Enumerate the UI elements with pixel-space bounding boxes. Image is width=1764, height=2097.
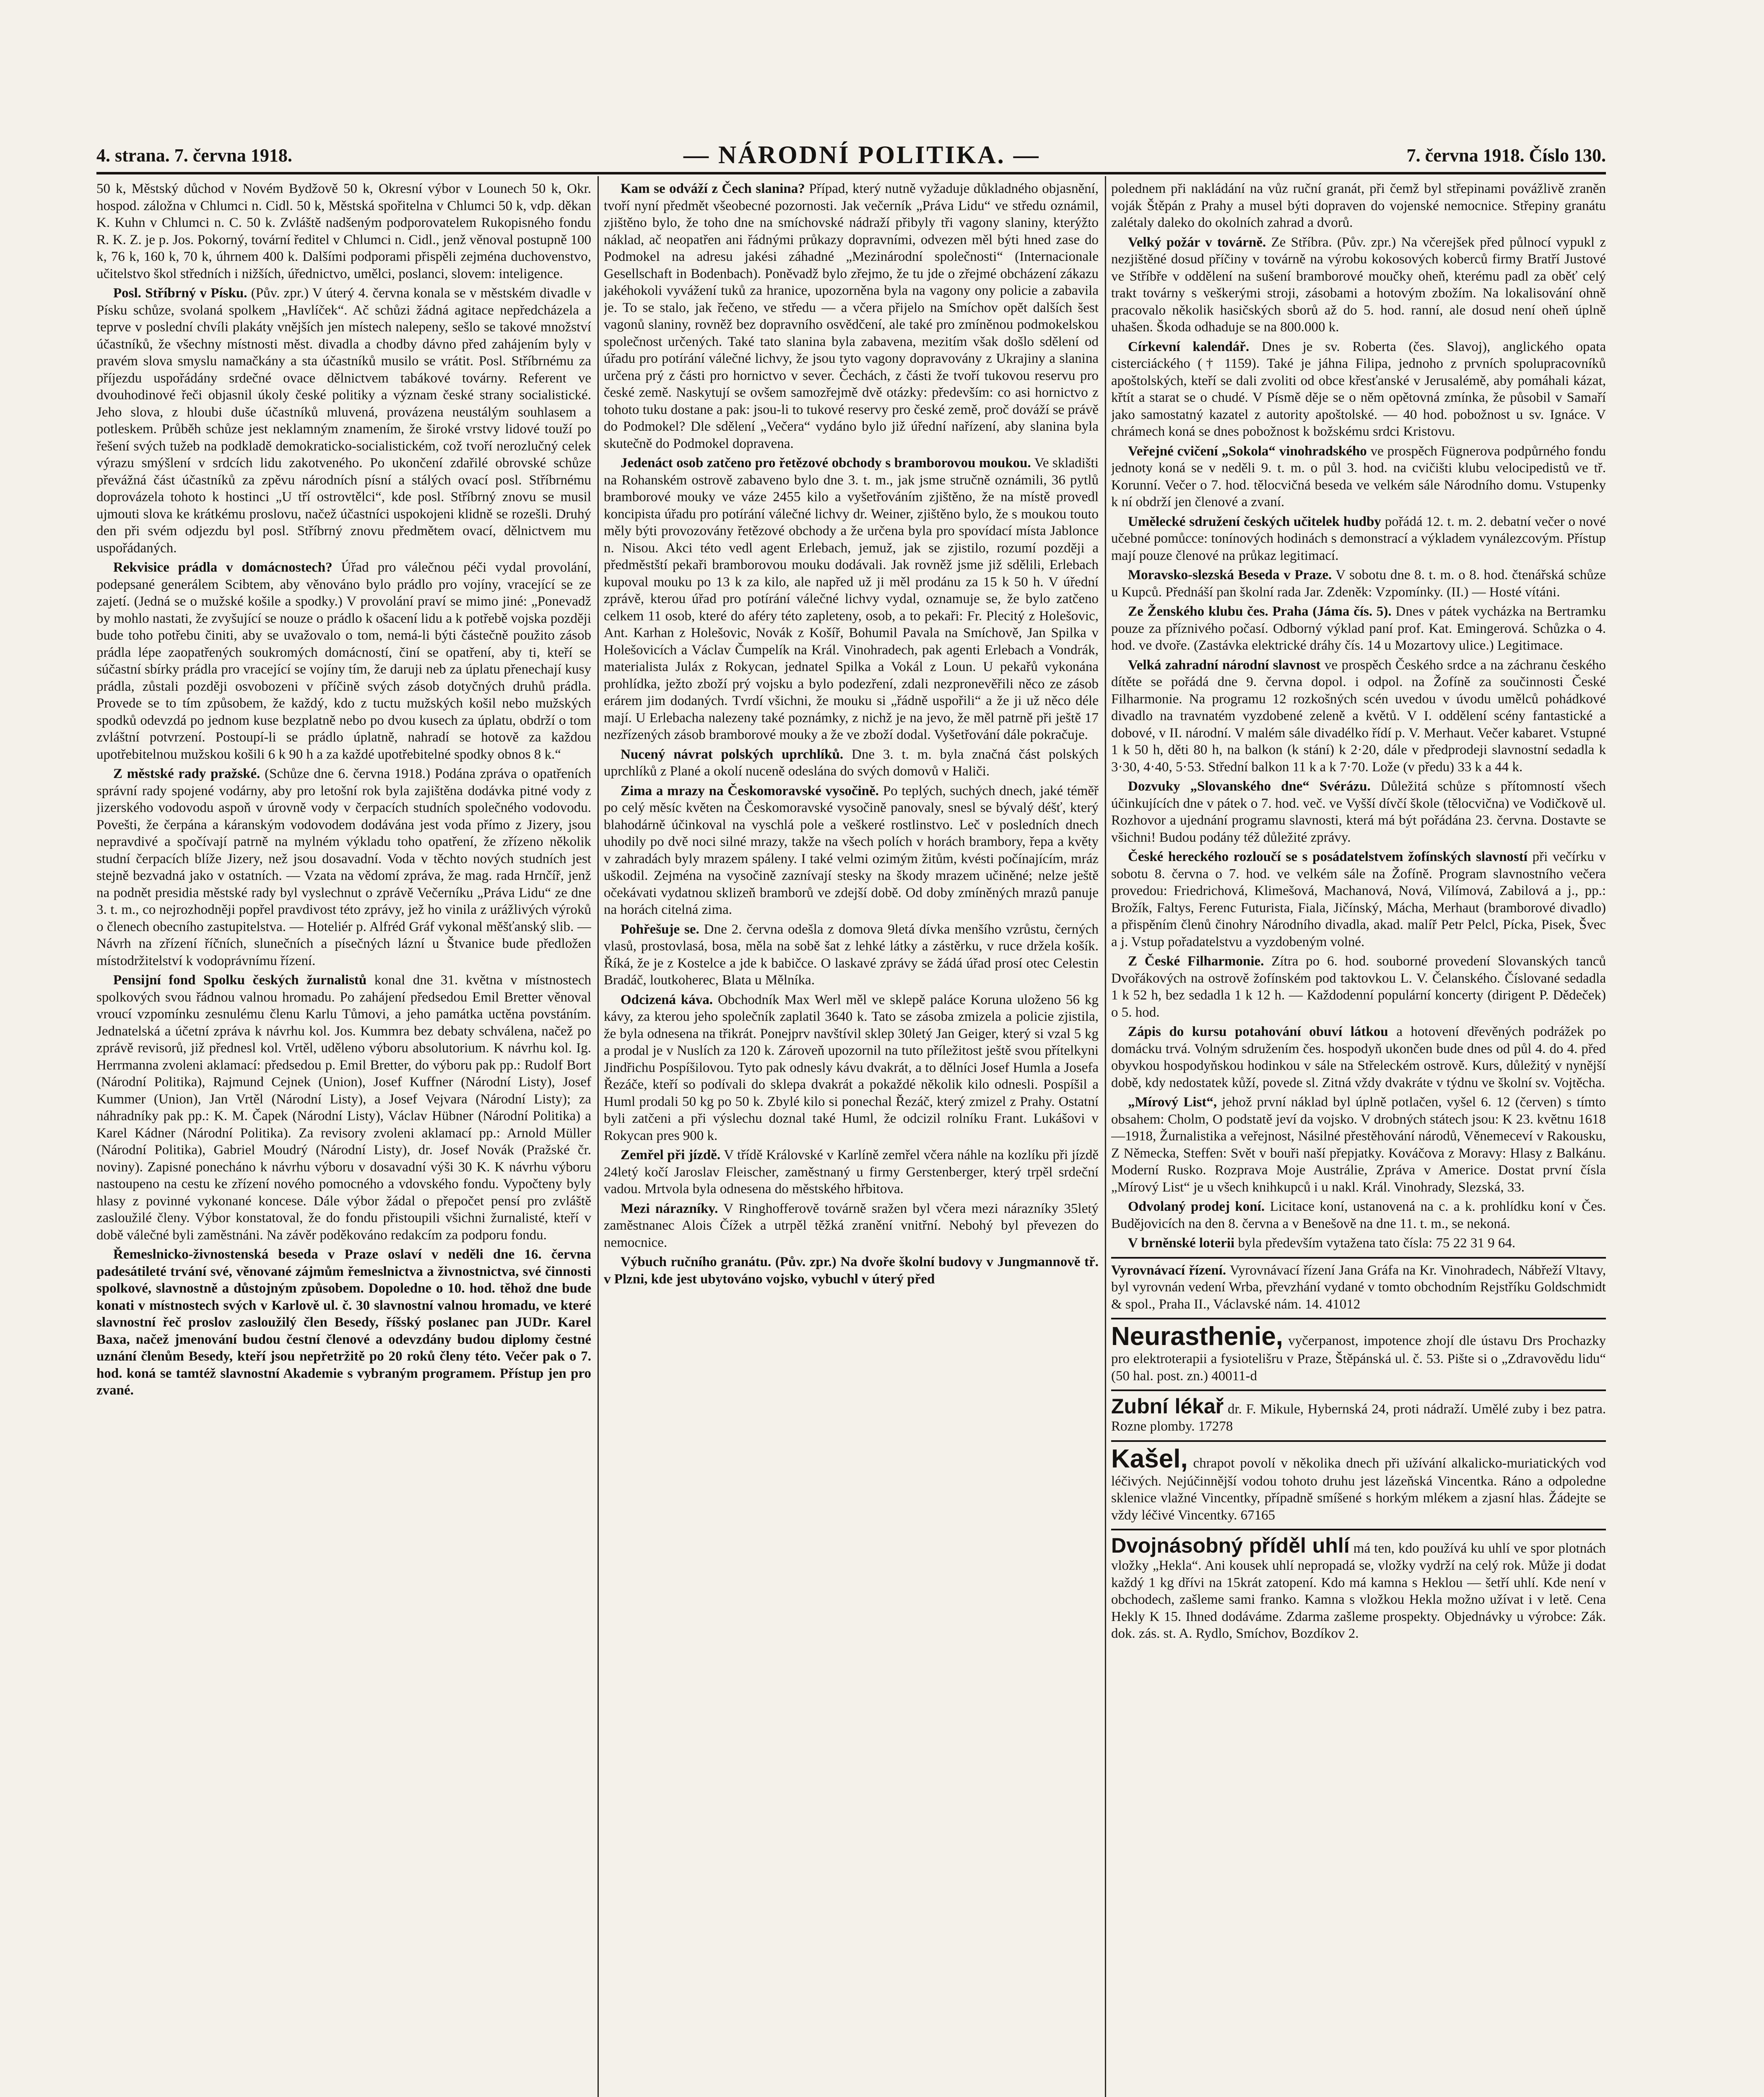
article-heading: Posl. Stříbrný v Písku. [113, 286, 247, 301]
ad-heading: Kašel, [1111, 1444, 1188, 1473]
article-heading: Ze Ženského klubu čes. Praha (Jáma čís. 5). [1128, 604, 1392, 619]
ad-heading: Zubní lékař [1111, 1395, 1224, 1418]
article-paragraph [1111, 513, 1606, 565]
article-paragraph [1111, 1094, 1606, 1196]
article-heading: Odcizená káva. [621, 992, 713, 1007]
article-heading: „Mírový List“, [1128, 1095, 1217, 1110]
article-heading: Odvolaný prodej koní. [1128, 1199, 1265, 1214]
ad-body: vyčerpanost, impotence zhojí dle ústavu Drs Prochazky pro elektroterapii a fysiotelišru v Praze, Štěpánská ul. č. 53. Pište si o „Zdravovědu lidu“ (50 hal. post. zn.) 40011-d [1111, 1333, 1606, 1384]
article-heading: Moravsko-slezská Beseda v Praze. [1128, 567, 1332, 583]
article-heading: Nucený návrat polských uprchlíků. [621, 747, 844, 762]
ad-text [1111, 1395, 1606, 1435]
article-text: Zítra po 6. hod. souborné provedení Slovanských tanců Dvořákových na ostrově žofínském pod taktovkou L. V. Čelanského. Číslované sedadla 1 k 52 h, bez sedadla 1 k 12 h. — Každodenní populární koncerty (dirigent P. Dědeček) o 5. hod. [1111, 954, 1606, 1020]
header-issue-number: 7. června 1918. Číslo 130. [1406, 145, 1606, 166]
article-paragraph [1111, 1023, 1606, 1091]
article-paragraph [604, 921, 1099, 989]
ad-body: Vyrovnávací řízení Jana Gráfa na Kr. Vinohradech, Nábřeží Vltavy, byl vyrovnán vedení Wrba, převzhání vydané v tomto obchodním Rejstříku Goldschmidt & spol., Praha II., Václavské nám. 14. 41012 [1111, 1262, 1606, 1312]
article-paragraph [96, 972, 591, 1244]
article-paragraph [604, 1254, 1099, 1288]
article-heading: Zápis do kursu potahování obuví látkou [1128, 1024, 1388, 1039]
ad-body: má ten, kdo používá ku uhlí ve spor plotnách vložky „Hekla“. Ani kousek uhlí nepropadá se, vložky vydrží na celý rok. Může ji dodat každý 1 kg dřívi na 15krát zatopení. Kdo má kamna s Heklou — šetří uhlí. Kde není v obchodech, zašleme sami franko. Kamna s vložkou Hekla možno užívat i v letě. Cena Hekly K 15. Ihned dodáváme. Zdarma zašleme prospekty. Objednávky u výrobce: Zák. dok. zás. st. A. Rydlo, Smíchov, Bozdíkov 2. [1111, 1541, 1606, 1641]
article-heading: Mezi nárazníky. [621, 1201, 718, 1216]
article-heading: Církevní kalendář. [1128, 339, 1250, 354]
article-paragraph [1111, 443, 1606, 511]
classified-ad [1111, 1389, 1606, 1435]
article-text: byla především vytažena tato čísla: 75 22 31 9 64. [1238, 1236, 1516, 1251]
article-paragraph [1111, 234, 1606, 336]
article-text: (Pův. zpr.) Na dvoře školní budovy v Jungmannově tř. v Plzni, kde jest ubytováno vojsko, vybuchl v úterý před [604, 1254, 1099, 1287]
article-paragraph [1111, 567, 1606, 601]
article-paragraph [1111, 338, 1606, 440]
column-divider [598, 176, 599, 2097]
ad-body: dr. F. Mikule, Hybernská 24, proti nádraží. Umělé zuby i bez patra. Rozne plomby. 17278 [1111, 1402, 1606, 1434]
classified-ad [1111, 1318, 1606, 1384]
article-text: Ze Stříbra. (Pův. zpr.) Na včerejšek před půlnocí vypukl z nezjištěné dosud příčiny v továrně na výrobu kokosových koberců firmy Bratří Justové ve Stříbře v oddělení na sušení bramborové moučky oheň, kterému padl za oběť celý trakt továrny s veškerými stroji, zásobami a hotovým zbožím. Na lokalisování ohně pracovalo několik hasičských sborů až do 5. hod. ranní, ale dosud není oheň úplně uhašen. Škoda odhaduje se na 800.000 k. [1111, 234, 1606, 335]
ad-text [1111, 1323, 1606, 1384]
article-paragraph [96, 559, 591, 763]
article-text: Důležitá schůze s přítomností všech účinkujících dne v pátek o 7. hod. več. ve Vyšší dívčí škole (tělocvična) ve Vodičkově ul. Rozhovor a ujednání programu slavnosti, která má být pořádána 23. června. Dostavte se všichni! Budou podány též důležité zprávy. [1111, 779, 1606, 845]
article-paragraph [1111, 1235, 1606, 1252]
article-text: jehož první náklad byl úplně potlačen, vyšel 6. 12 (červen) s tímto obsahem: Cholm, O podstatě jeví da vojsko. V drobných státech jsou: K 23. květnu 1618—1918, Žurnalistika a veřejnost, Násilné přestěhování národů, Věnemeceví v Rakousku, Z Německa, Steffen: Svět v bouři naší přepjatky. Kováčova z Moravy: Hlasy z Balkánu. Moderní Rusko. Rozprava Moje Austrálie, Zpráva v Americe. Dostat první čísla „Mírový List“ je u všech knihkupců i u nakl. Král. Vinohrady, Slezská, 33. [1111, 1095, 1606, 1195]
article-heading: České hereckého rozloučí se s posádatelstvem žofínských slavností [1128, 849, 1528, 864]
article-heading: V brněnské loterii [1128, 1236, 1235, 1251]
ad-text [1111, 1534, 1606, 1642]
article-text: Úřad pro válečnou péči vydal provolání, podepsané generálem Scibtem, aby věnováno bylo prádlo pro vojíny, vracející se ze zajetí. (Jedná se o mužské košile a spodky.) V provolání praví se mimo jiné: „Ponevadž by mohlo nastati, že zvyšující se nouze o prádlo k ošacení lidu a k potřebě vojska později bude toho potřebu činiti, aby se uvažovalo o tom, nemá-li býti částečně použito zásob prádla lépe zaopatřených soukromých domácností, činí se opatření, aby ti, kteří se súčastní sbírky prádla pro vracející se vojíny tím, že daruji neb za úplatu přenechají kusy prádla, zůstali později osvobozeni v příčině svých zásob dotyčných druhů prádla. Provede se to tím způsobem, že každý, kdo z tuctu mužských košil nebo mužských spodků odevzdá po jednom kuse bezplatně nebo po dvou kusech za úplatu, obdrží o tom zvláštní potvrzení. Postoupí-li se prádlo úplatně, nahradí se hotově za každou upotřebitelnou mužskou košili 6 k 90 h a za každé upotřebitelné spodky obnos 8 k.“ [96, 560, 591, 762]
article-paragraph [1111, 657, 1606, 776]
article-paragraph [1111, 953, 1606, 1021]
article-text: Případ, který nutně vyžaduje důkladného objasnění, tvoří nyní předmět všeobecné pozornosti. Jak večerník „Práva Lidu“ ve středu oznámil, zjištěno bylo, že toho dne na smíchovské nádraží přibyly tři vagony slaniny, kterýžto náklad, ač neopatřen ani řádnými průkazy dopravními, odvezen měl býti hned zase do Podmokel na adresu jakési záhadné „Mezinárodní společnosti“ (Internacionale Gesellschaft in Bodenbach). Poněvadž bylo zřejmo, že tu jde o zřejmé obcházení zákazu jakéhokoli vyvážení tuků za hranice, upozorněna byla na vagony ony policie a zabavila je. To se stalo, jak řečeno, ve středu — a včera přijelo na Smíchov opět dalších šest vagonů slaniny, rovněž bez dopravního osvědčení, ale také pro zmíněnou podmokelskou společnost určených. Také tato slanina byla zabavena, mezitím však došlo sdělení od úřadu pro potírání válečné lichvy, že jsou tyto vagony dopravovány z Ukrajiny a slanina určena prý z části pro hornictvo v sever. Čechách, z části že tvoří tukovou reservu pro české země. Naskytují se ovšem samozřejmě dvě otázky: především: co asi hornictvo z tohoto tuku dostane a pak: jsou-li to tukové reservy pro české země, proč dováží se právě do Podmokel? Dle sdělení „Večera“ vydáno bylo již úřední nařízení, aby slanina byla skutečně do Podmokel dopravena. [604, 181, 1099, 451]
ad-heading: Vyrovnávací řízení. [1111, 1262, 1226, 1278]
header-page-date: 4. strana. 7. června 1918. [96, 145, 292, 166]
ad-text [1111, 1445, 1606, 1524]
ad-heading: Dvojnásobný příděl uhlí [1111, 1534, 1350, 1557]
article-heading: Veřejné cvičení „Sokola“ vinohradského [1128, 443, 1367, 459]
header-rule [96, 172, 1606, 174]
article-paragraph [96, 765, 591, 969]
classified-ad [1111, 1529, 1606, 1642]
column-1 [96, 180, 591, 2097]
page-header [96, 140, 1606, 174]
column-divider [1105, 176, 1106, 2097]
article-text: Po teplých, suchých dnech, jaké téměř po celý měsíc květen na Českomoravské vysočině panovaly, snesl se bývalý déšť, který blahodárně účinkoval na vyschlá pole a veškeré rostlinstvo. Leč v posledních dnech uhodily po dvě noci silné mrazy, takže na všech polích v horách brambory, řepa a květy v zahradách byly mrazem spáleny. I také velmi ozimým žitům, kvésti počínajícím, mráz uškodil. Zejména na vysočině zaznívají stesky na škody mrazem učiněné; nelze ještě očekávati vydatnou sklizeň bramborů ve zdejší době. Od doby zmíněných mrazů panuje na horách citelná zima. [604, 783, 1099, 917]
article-text: při večírku v sobotu 8. června o 7. hod. ve velkém sále na Žofíně. Program slavnostního večera provedou: Friedrichová, Klimešová, Machanová, Nová, Vilímová, Zabilová a j., pp.: Brožík, Faltys, Ferenc Futurista, Fiala, Jičínský, Mácha, Merhaut (bramborové divadlo) a přispěním členů činohry Národního divadla, akad. malíř Petr Pelcl, Pícka, Pisek, Švec a j. Vstup pořadatelstvu a vyzdobeným volné. [1111, 849, 1606, 950]
article-paragraph [604, 783, 1099, 918]
article-text: V Ringhofferově továrně sražen byl včera mezi nárazníky 35letý zaměstnanec Alois Čížek a utrpěl těžká zranění vnitřní. Nebohý byl převezen do nemocnice. [604, 1201, 1099, 1250]
article-text: Dne 2. června odešla z domova 9letá dívka menšího vzrůstu, černých vlasů, prostovlasá, bosa, měla na sobě šat z lehké látky a zástěrku, v ruce držela košík. Říká, že je z Kostelce a jde k babičce. O laskavé zprávy se žádá úřad prosí otec Celestin Bradáč, loutkoherec, Blata u Mělníka. [604, 921, 1099, 988]
article-text: Dne 3. t. m. byla značná část polských uprchlíků z Plané a okolí nuceně odeslána do svých domovů v Haliči. [604, 747, 1099, 779]
article-text: (Schůze dne 6. června 1918.) Podána zpráva o opatřeních správní rady spojené vodárny, aby pro letošní rok byla zajištěna dodávka pitné vody z jizerského vodovodu aspoň v úrovně vody v čerpacích studních společného vodovodu. Povešti, že čerpána a káranským vodovodem dodávána jest voda přímo z Jizery, jsou nepravdivé a spočívají patrně na mylném výkladu toho opatření, že zřízeno několik studní čerpacích blíže Jizery, než jsou dosavadní. Voda v těchto nových studních jest stejně bezvadná jako v ostatních. — Vzata na vědomí zpráva, že mag. rada Hrnčíř, jenž na podnět presidia městské rady byl vyslechnut o zprávě Večerníku „Práva Lidu“ ze dne 3. t. m., co nejrozhodněji popřel pravdivost této zprávy, jež ho vinila z urážlivých výroků o členech obecního zastupitelstva. — Hoteliér p. Alfréd Gráf vykonal měšťanský slib. — Návrh na zřízení říčních, slunečních a písečných lázní u Štvanice bude předložen místodržitelství k vodoprávnímu řízení. [96, 766, 591, 968]
article-text: pořádá 12. t. m. 2. debatní večer o nové učebné pomůcce: tonínových hodinách s demonstrací a výkladem vynálezcovým. Přístup mají pouze členové na průkaz legitimací. [1111, 514, 1606, 563]
article-heading: Řemeslnicko-živnostenská beseda v Praze [113, 1247, 379, 1262]
article-text: ve prospěch Českého srdce a na záchranu českého dítěte se pořádá dne 9. června dopol. i odpol. na Žofíně za součinnosti České Filharmonie. Na programu 12 rozkošných scén uvedou v úvodu umělců pohádkové divadlo na travnatém vyzdobené zeleně a květů. V I. oddělení scény fantastické a dobové, v II. národní. V malém sále divadélko řídí p. V. Merhaut. Večer kabaret. Vstupné 1 k 50 h, děti 80 h, na balkon (k stání) k 2·20, dále v předprodeji slavnostní sedadla k 3·30, 4·40, 5·53. Střední balkon 11 k a k 7·70. Lože (v předu) 33 k a 44 k. [1111, 657, 1606, 775]
article-heading: Pensijní fond Spolku českých žurnalistů [113, 973, 367, 988]
article-paragraph [96, 285, 591, 557]
ad-text [1111, 1262, 1606, 1313]
article-text: (Pův. zpr.) V úterý 4. června konala se v městském divadle v Písku schůze, svolaná spolkem „Havlíček“. Ač schůzi žádná agitace nepředcházela a teprve v poslední chvíli plakáty vnějších jen místech nalepeny, sešlo se takové množství účastníků, že všechny místnosti měst. divadla a chodby dávno před zahájením byly v pravém slova smyslu namačkány a sta účastníků musilo se vrátit. Posl. Stříbrnému za příjezdu uspořádány srdečné ovace dělnictvem tabákové továrny. Referent ve dvouhodinové řeči objasnil úkoly české politiky a význam české strany socialistické. Jeho slova, z hloubi duše účastníků mluvená, provázena neustálým souhlasem a potleskem. Průběh schůze jest neklamným znamením, že široké vrstvy lidové touží po řešení svých tužeb na podkladě demokraticko-socialistickém, což tvoří nerozlučný celek výrazu smýšlení v srdcích lidu zakotveného. Po ukončení zdařilé obrovské schůze převážná část účastníků za zpěvu národních písní a stálých ovací posl. Stříbrnému doprovázela tohoto k hostinci „U tří ostrovtělci“, kde posl. Stříbrný znovu se musil ujmouti slova ke krátkému proslovu, načež účastníci uspokojeni klidně se rozešli. Druhý den při svém odjezdu byl posl. Stříbrný znovu předmětem ovací, dělnictvem mu uspořádaných. [96, 286, 591, 556]
article-heading: Velká zahradní národní slavnost [1128, 657, 1321, 673]
article-text: Dnes je sv. Roberta (čes. Slavoj), anglického opata cisterciáckého († 1159). Také je jáhna Filipa, jednoho z prvních spolupracovníků apoštolských, kteří se dali zvoliti od obce křesťanské v Jerusalémě, aby pomáhali kázat, křtít a starat se o chudé. V Písmě děje se o něm opětovná zmínka, že působil v Samaří jako samostatný kazatel z autority apoštolské. — 40 hod. pobožnost u sv. Ignáce. V chrámech koná se dnes pobožnost k božskému srdci Kristovu. [1111, 339, 1606, 439]
article-paragraph [96, 1246, 591, 1399]
article-paragraph [1111, 1198, 1606, 1232]
article-text: a hotovení dřevěných podrážek po domácku trvá. Volným sdružením čes. hospodyň ukončen bude dnes od půl 4. do 4. před obyvkou hospodyňskou hodinkou v sále na Střeleckém ostrově. Kurs, důležitý v nynější době, kdy nedostatek kůží, povede sl. Zitná vždy dvakráte v týdnu ve školní sv. Vojtěcha. [1111, 1024, 1606, 1090]
article-heading: Umělecké sdružení českých učitelek hudby [1128, 514, 1381, 529]
article-heading: Dozvuky „Slovanského dne“ Svérázu. [1128, 779, 1371, 794]
ad-heading: Neurasthenie, [1111, 1322, 1283, 1351]
article-paragraph: 50 k, Městský důchod v Novém Bydžově 50 k, Okresní výbor v Lounech 50 k, Okr. hospod. záložna v Chlumci n. Cidl. 50 k, Městská spořitelna v Chlumci 50 k, vdp. děkan K. Kuhn v Chlumci n. C. 50 k. Zvláště nadšeným podporovatelem Rukopisného fondu R. K. Z. je p. Jos. Pokorný, tovární ředitel v Chlumci n. Cidl., jenž věnoval postupně 100 k, 76 k, 160 k, 70 k, úhrnem 400 k. Dalšími podporami přispěli zejména duchovenstvo, učitelstvo škol středních i nižších, úřednictvo, umělci, poslanci, slovem: inteligence. [96, 181, 591, 281]
article-paragraph [1111, 848, 1606, 950]
article-text: Licitace koní, ustanovená na c. a k. prohlídku koní v Čes. Budějovicích na den 8. června a v Benešově na dne 11. t. m., se nekoná. [1111, 1199, 1606, 1231]
article-text: V sobotu dne 8. t. m. o 8. hod. čtenářská schůze u Kupců. Přednáší pan školní rada Jar. Zdeněk: Vzpomínky. (II.) — Hosté vítáni. [1111, 567, 1606, 600]
article-heading: Výbuch ručního granátu. [621, 1254, 772, 1270]
article-paragraph [1111, 603, 1606, 654]
article-heading: Pohřešuje se. [621, 921, 699, 937]
classified-ad [1111, 1257, 1606, 1313]
article-text: konal dne 31. května v místnostech spolkových svou řádnou valnou hromadu. Po zahájení předsedou Emil Bretter věnoval vroucí vzpomínku zesnulému členu Karlu Tůmovi, a jeho památka uctěna povstáním. Jednatelská a účetní zpráva k návrhu kol. Jos. Kummra bez debaty schválena, načež po zprávě revisorů, již přednesl kol. Vrtěl, uděleno výboru absolutorium. K návrhu kol. Ig. Herrmanna zvoleni aklamací: předsedou p. Emil Bretter, do výboru pak pp.: Rudolf Bort (Národní Politika), Rajmund Cejnek (Union), Josef Kuffner (Národní Listy), Josef Kummer (Union), Jan Vrtěl (Národní Listy), a Josef Vejvara (Národní Listy); za náhradníky pak pp.: K. M. Čapek (Národní Listy), Václav Hübner (Národní Politika) a Karel Kádner (Národní Politika). Za revisory zvoleni aklamací pp.: Arnold Müller (Národní Politika), Gabriel Moudrý (Národní Listy), dr. Josef Novák (Pražské čr. noviny). Zapisné ponecháno k návrhu výboru v dosavadní výši 30 K. K návrhu výboru nastoupeno na cestu ke zřízení nového pomocného a vdovského fondu. Vypočteny byly hlasy z povinné vykonané koncese. Dále výbor žádal o přepočet pensí pro zvláště zasloužilé členy. Výbor konstatoval, že do fondu přistoupili všichni žurnalisté, kteří v době válečné byli zaměstnáni. Na závěr poděkováno redakcím za podporu fondu. [96, 973, 591, 1243]
article-paragraph [604, 746, 1099, 780]
article-paragraph [604, 991, 1099, 1145]
classified-ad [1111, 1440, 1606, 1524]
article-paragraph [604, 1200, 1099, 1251]
article-heading: Rekvisice prádla v domácnostech? [113, 560, 333, 575]
article-paragraph [604, 180, 1099, 452]
article-text: Obchodník Max Werl měl ve sklepě paláce Koruna uloženo 56 kg kávy, za kterou jeho společník zaplatil 3640 k. Tato se zásoba zmizela a policie zjistila, že byla odnesena na třikrát. Ponejprv navštívil sklep 30letý Jan Geiger, který si vzal 5 kg a prodal je v Nuslích za 120 k. Zároveň upozornil na tuto příležitost ještě svou přítelkyni Jindřichu Pospíšilovou. Tyto pak odnesly kávu dvakrát, a to dělníci Josef Humla a Josefa Řezáče, kteří so podívali do sklepa dvakrát a pokaždé několik kilo odnesli. Pospíšil a Huml prodali 50 kg po 50 k. Zbylé kilo si ponechal Řezáč, který zmizel z Prahy. Ostatní byli zatčeni a při výslechu doznal také Huml, že odcizil rolníku Frant. Lukášovi v Rokycan pres 900 k. [604, 992, 1099, 1143]
article-heading: Zima a mrazy na Českomoravské vysočině. [621, 783, 879, 799]
article-text: oslaví v neděli dne 16. června padesátileté trvání své, věnované zájmům řemeslnictva a živnostnictva, své činnosti spolkové, slavnostně a důstojným způsobem. Dopoledne o 10. hod. těhož dne bude konati v místnostech svých v Karlově ul. č. 30 slavnostní valnou hromadu, ve které slavnostní řeč proslov zasloužilý člen Besedy, říšský poslanec pan JUDr. Karel Baxa, načež jmenování budou čestní členové a odevzdány budou diplomy čestné uznání členům Besedy, kteří jsou nepřetržitě po 20 roků členy této. Večer pak o 7. hod. koná se tamtéž slavnostní Akademie s vybraným programem. Přístup jen pro zvané. [96, 1247, 591, 1398]
article-paragraph [1111, 778, 1606, 846]
article-heading: Kam se odváží z Čech slanina? [621, 181, 805, 196]
column-3 [1111, 180, 1606, 2097]
newspaper-title: — NÁRODNÍ POLITIKA. — [683, 141, 1040, 169]
article-heading: Z městské rady pražské. [113, 766, 260, 781]
column-2 [604, 180, 1099, 2097]
article-heading: Z České Filharmonie. [1128, 954, 1264, 969]
article-text: Dnes v pátek vycházka na Bertramku pouze za příznivého počasí. Odborný výklad paní prof. Kat. Emingerová. Schůzka o 4. hod. ve dvoře. (Zastávka elektrické dráhy čís. 14 u Mozartovy ulice.) Legitimace. [1111, 604, 1606, 653]
article-heading: Jedenáct osob zatčeno pro řetězové obchody s bramborovou moukou. [621, 455, 1031, 471]
article-heading: Zemřel při jízdě. [621, 1147, 721, 1163]
article-paragraph: polednem při nakládání na vůz ruční granát, při čemž byl střepinami povážlivě zraněn voják Štěpán z Prahy a musel býti dopraven do vojenské nemocnice. Střepiny granátu zalétaly daleko do okolních zahrad a dvorů. [1111, 181, 1606, 230]
article-text: ve prospěch Fügnerova podpůrného fondu jednoty koná se v neděli 9. t. m. o půl 3. hod. na cvičišti klubu velocipedistů ve tř. Korunní. Večer o 7. hod. tělocvičná beseda ve velkém sále Národního domu. Vstupenky k ní obdrží jen členové a zvaní. [1111, 443, 1606, 510]
article-heading: Velký požár v továrně. [1128, 234, 1266, 250]
article-text: Ve skladišti na Rohanském ostrově zabaveno bylo dne 3. t. m., jak jsme stručně oznámili, 36 pytlů bramborové mouky ve váze 2455 kilo a vyšetřováním zjištěno, že na místě provedl koncipista úřadu pro potírání válečné lichvy dr. Weiner, zjištěno bylo, že s moukou touto měly býti provozovány řetězové obchody a že určena byla pro spovídací místa Jablonce n. Nisou. Akci této vedl agent Erlebach, jemuž, jak se zjistilo, rozumí později a předměstští pekaři bramborovou mouku dodávali. Jak rovněž jsme již sdělili, Erlebach kupoval mouku po 13 k za kilo, ale napřed už ji měl prodánu za 15 k 50 h. V úřední zprávě, kterou úřad pro potírání válečné lichvy vydal, oznamuje se, že bylo zatčeno celkem 11 osob, které do aféry této zapleteny, osob, a to pekaři: Fr. Plecitý z Holešovic, Ant. Karhan z Holešovic, Novák z Košíř, Bohumil Pavala na Smíchově, Jan Spilka v Holešovicích a Václav Čumpelík na Král. Vinohradech, pak agenti Erlebach a Vondrák, materialista Juláx z Rokycan, jednatel Spilka a Vokál z Loun. U pekařů vykonána prohlídka, ježto zboží prý vojsku a bylo podezření, zdali nezpronevěřili něco ze zásob erárem jim dodaných. Tvrdí všichni, že mouku si „řádně uspořili“ a že ji už něco déle mají. U Erlebacha nalezeny také poznámky, z nichž je na jevo, že měl patrně při ještě 17 nezřízených zásob bramborové mouky a že ve zboží dodal. Vyšetřování dále pokračuje. [604, 455, 1099, 742]
article-text: V třídě Královské v Karlíně zemřel včera náhle na kozlíku při jízdě 24letý kočí Jaroslav Fleischer, zaměstnaný u firmy Gerstenberger, který trpěl srdeční vadou. Mrtvola byla odnesena do městského hřbitova. [604, 1147, 1099, 1197]
ad-body: chrapot povolí v několika dnech při užívání alkalicko-muriatických vod léčivých. Nejúčinnější vodou tohoto druhu jest lázeňská Vincentka. Ráno a odpoledne sklenice vlažné Vincentky, případně smíšené s horkým mlékem a zjasní hlas. Žádejte se vždy léčivé Vincentky. 67165 [1111, 1455, 1606, 1523]
article-paragraph [604, 455, 1099, 744]
article-paragraph [604, 1147, 1099, 1198]
